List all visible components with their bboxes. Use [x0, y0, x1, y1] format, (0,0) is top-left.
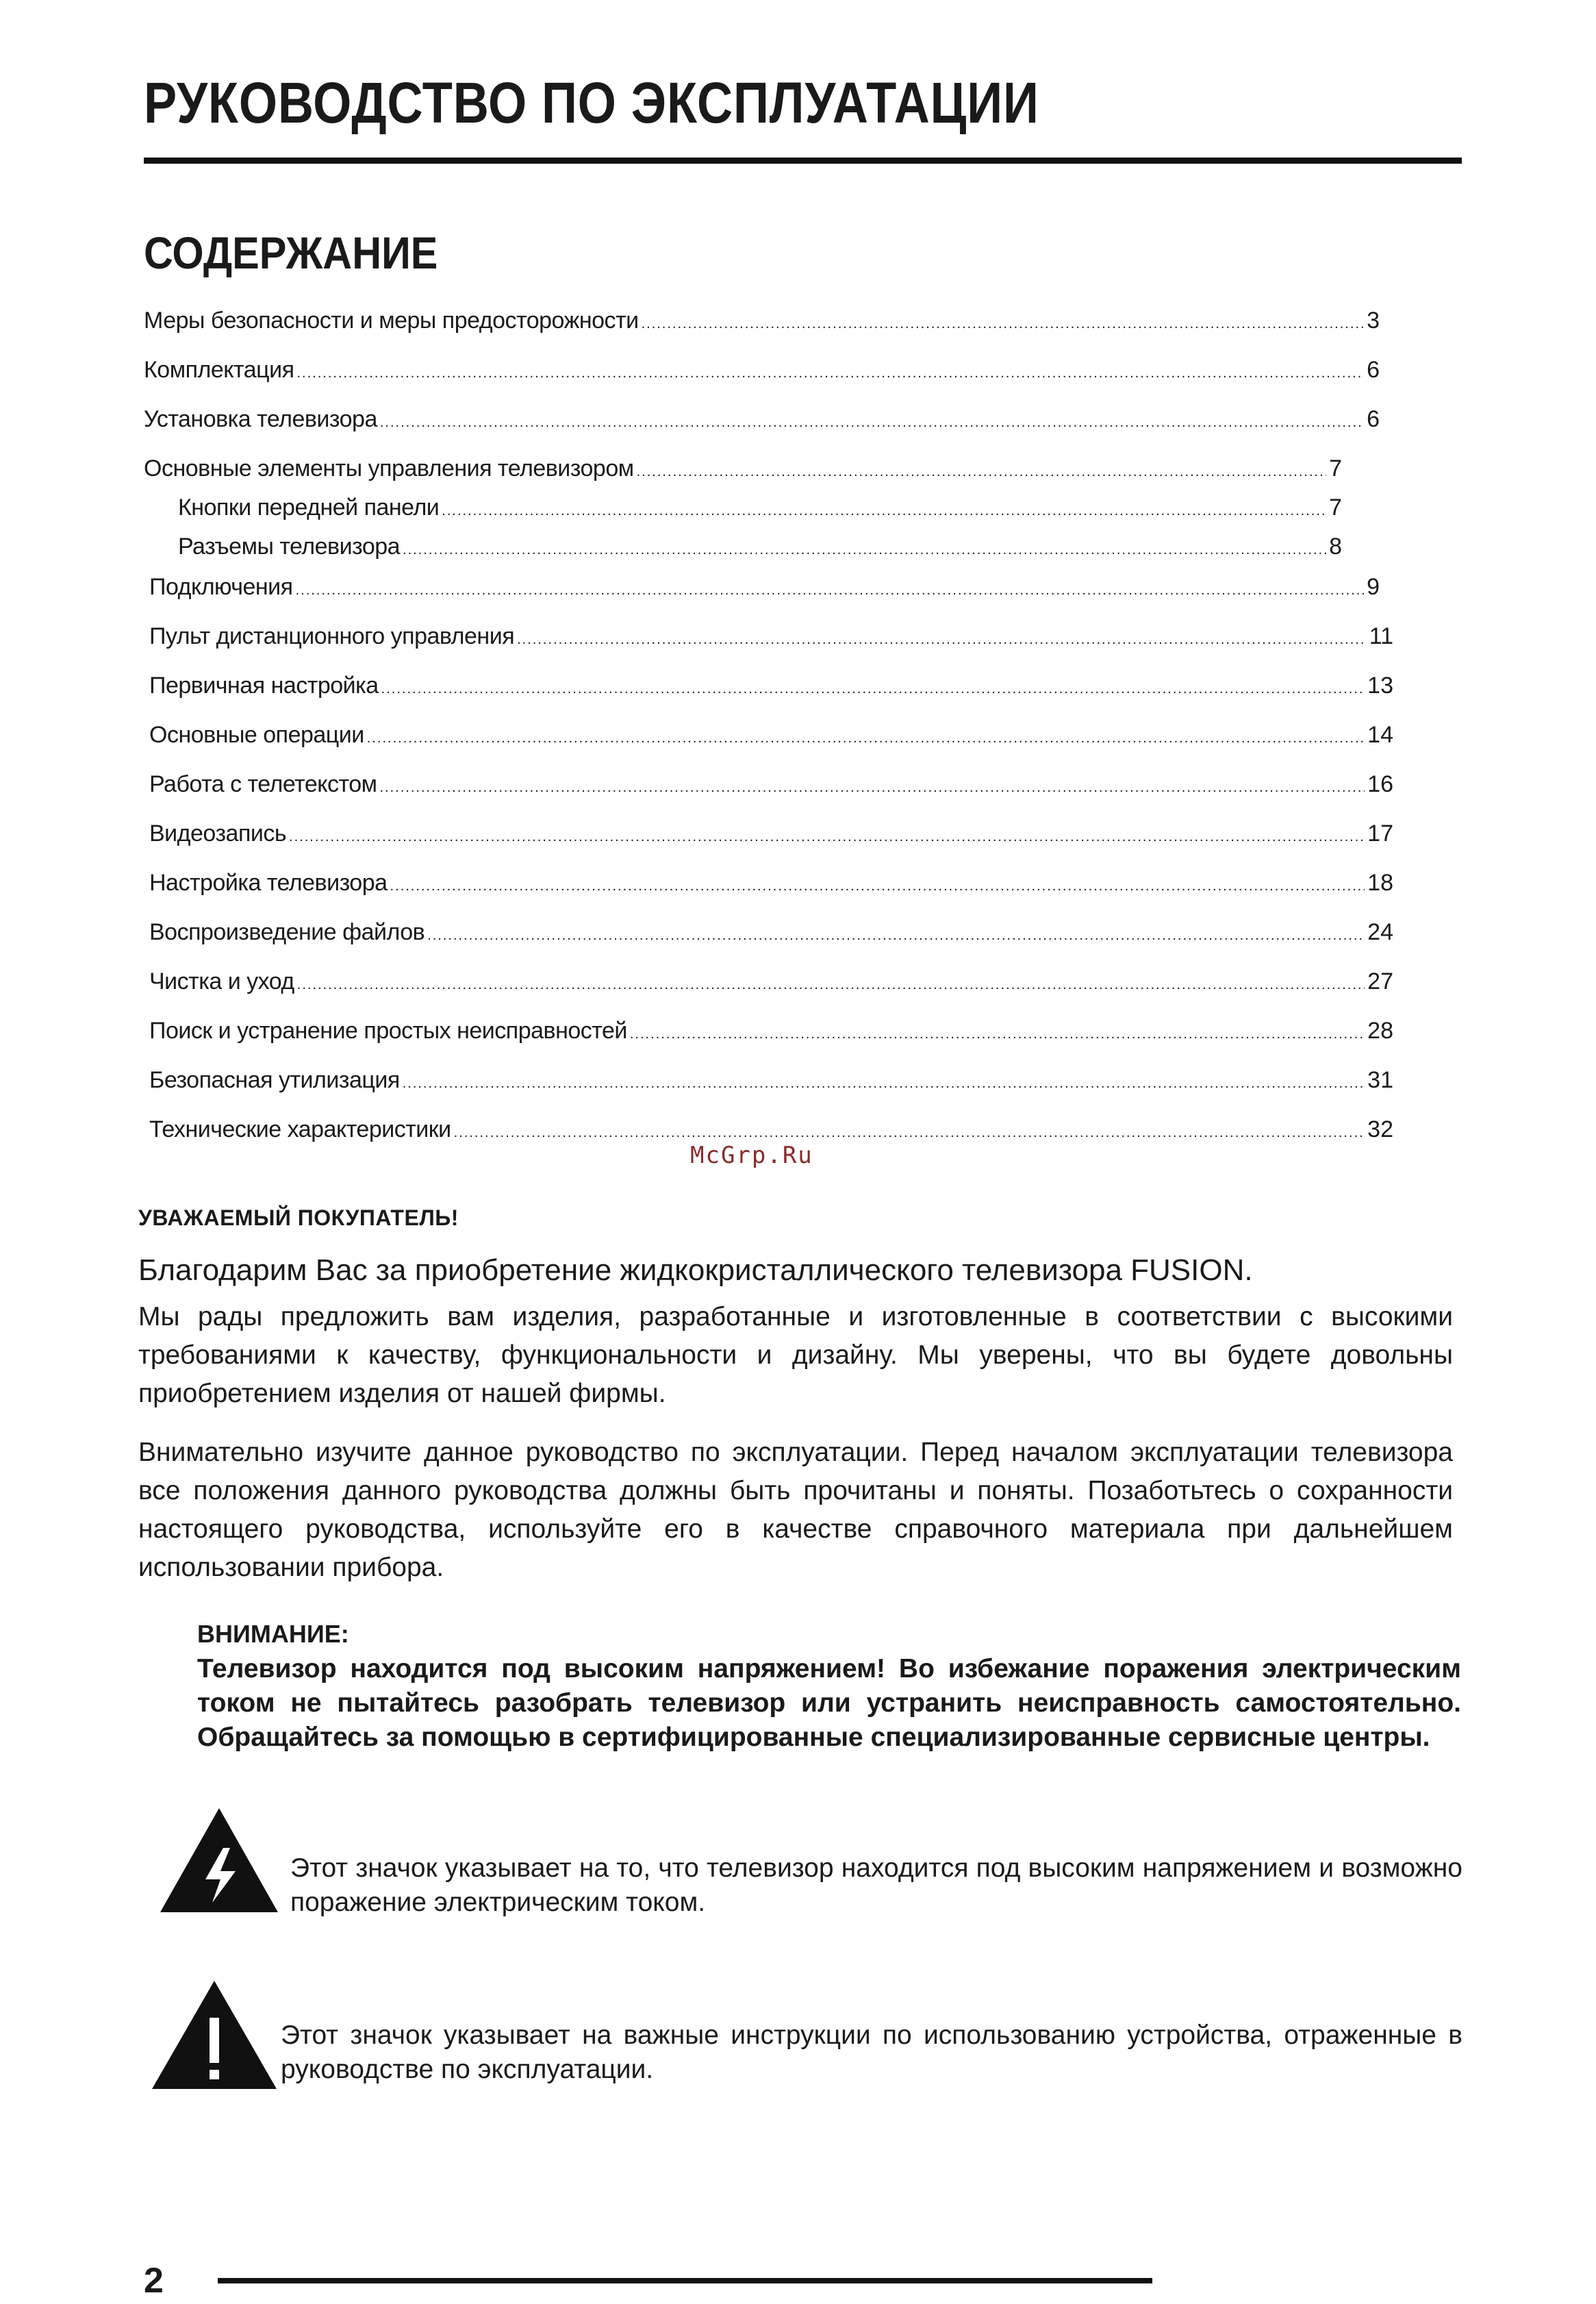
toc-entry[interactable] — [178, 530, 1342, 563]
toc-entry[interactable] — [149, 916, 1393, 949]
toc-entry-label: Воспроизведение файлов — [149, 919, 425, 945]
toc-entry[interactable] — [144, 452, 1342, 485]
toc-entry-label: Работа с телетекстом — [149, 771, 377, 797]
toc-entry-label: Основные элементы управления телевизором — [144, 455, 634, 481]
toc-entry-page: 9 — [1367, 574, 1380, 600]
toc-entry[interactable] — [149, 965, 1393, 998]
warning-title: ВНИМАНИЕ: — [197, 1620, 349, 1648]
toc-leader — [427, 919, 1365, 952]
toc-leader — [637, 455, 1326, 488]
toc-heading: СОДЕРЖАНИЕ — [144, 227, 438, 278]
toc-leader — [367, 722, 1365, 755]
toc-entry-label: Подключения — [149, 574, 293, 600]
toc-entry[interactable] — [149, 718, 1393, 751]
toc-entry-page: 31 — [1367, 1067, 1393, 1093]
toc-entry[interactable] — [144, 353, 1380, 386]
toc-leader — [442, 494, 1326, 527]
toc-leader — [296, 574, 1364, 607]
toc-entry-label: Основные операции — [149, 722, 364, 748]
toc-entry[interactable] — [149, 866, 1393, 899]
page-number: 2 — [144, 2261, 164, 2301]
toc-entry-page: 28 — [1367, 1018, 1393, 1044]
intro-paragraph: Внимательно изучите данное руководство по эксплуатации. Перед началом эксплуатации телевизора все положения данного руководства должны быть прочитаны и поняты. Позаботьтесь о сохранности настоящего руководства, используйте его в качестве справочного материала при дальнейшем использовании прибора. — [138, 1438, 1453, 1582]
toc-leader — [380, 406, 1364, 439]
toc-entry[interactable] — [149, 817, 1393, 850]
toc-entry-page: 8 — [1329, 534, 1342, 560]
toc-entry-page: 27 — [1367, 968, 1393, 994]
toc-entry-page: 32 — [1367, 1116, 1393, 1142]
toc-entry-label: Пульт дистанционного управления — [149, 623, 515, 649]
toc-leader — [297, 968, 1365, 1001]
toc-entry-label: Чистка и уход — [149, 968, 294, 994]
toc-entry-page: 7 — [1329, 455, 1342, 481]
intro-paragraph: Мы рады предложить вам изделия, разработанные и изготовленные в соответствии с высокими требованиями к качеству, функциональности и дизайну. Мы уверены, что вы будете довольны приобретением изделия от нашей фирмы. — [138, 1302, 1453, 1408]
greeting-heading: УВАЖАЕМЫЙ ПОКУПАТЕЛЬ! — [138, 1205, 459, 1230]
toc-leader — [517, 623, 1367, 656]
lead-paragraph: Благодарим Вас за приобретение жидкокристаллического телевизора FUSION. — [138, 1253, 1253, 1287]
toc-entry[interactable] — [149, 1014, 1393, 1047]
toc-entry-page: 17 — [1367, 821, 1393, 847]
toc-entry-page: 6 — [1367, 357, 1380, 383]
toc-leader — [380, 771, 1365, 804]
toc-leader — [403, 1067, 1365, 1100]
footer-divider — [218, 2278, 1152, 2283]
instructions-notice-text: Этот значок указывает на важные инструкции по использованию устройства, отраженные в руководстве по эксплуатации. — [281, 2020, 1462, 2084]
toc-entry-label: Безопасная утилизация — [149, 1067, 400, 1093]
toc-entry-page: 6 — [1367, 406, 1380, 432]
toc-entry[interactable] — [149, 768, 1393, 801]
toc-leader — [454, 1116, 1365, 1149]
toc-entry-label: Меры безопасности и меры предосторожности — [144, 308, 639, 334]
toc-entry-page: 3 — [1367, 308, 1380, 334]
toc-entry-page: 11 — [1369, 623, 1393, 649]
toc-entry-label: Поиск и устранение простых неисправностей — [149, 1018, 627, 1044]
title-divider — [144, 158, 1462, 164]
toc-leader — [296, 357, 1364, 390]
toc-entry-label: Первичная настройка — [149, 673, 379, 699]
toc-entry-page: 13 — [1367, 673, 1393, 699]
watermark: McGrp.Ru — [690, 1142, 813, 1169]
toc-entry[interactable] — [149, 1113, 1393, 1146]
toc-entry-page: 24 — [1367, 919, 1393, 945]
toc-leader — [289, 821, 1365, 853]
toc-entry-page: 14 — [1367, 722, 1393, 748]
toc-entry-label: Установка телевизора — [144, 406, 377, 432]
toc-entry-label: Кнопки передней панели — [178, 494, 440, 521]
toc-entry-page: 16 — [1367, 771, 1393, 797]
toc-entry-page: 7 — [1329, 494, 1342, 521]
toc-entry-label: Технические характеристики — [149, 1116, 451, 1142]
toc-entry-label: Разъемы телевизора — [178, 534, 401, 560]
toc-leader — [390, 870, 1365, 903]
toc-entry-label: Комплектация — [144, 357, 294, 383]
warning-text: Телевизор находится под высоким напряжением! Во избежание поражения электрическим током не пытайтесь разобрать телевизор или устранить неисправность самостоятельно. Обращайтесь за помощью в сертифицированные специализированные сервисные центры. — [197, 1654, 1461, 1752]
exclamation-warning-icon — [149, 1978, 279, 2095]
toc-leader — [403, 534, 1326, 566]
high-voltage-warning-icon — [157, 1805, 281, 1918]
toc-leader — [642, 308, 1365, 340]
toc-entry[interactable] — [144, 304, 1380, 337]
toc-entry-label: Видеозапись — [149, 821, 287, 847]
toc-entry-label: Настройка телевизора — [149, 870, 388, 896]
toc-entry[interactable] — [149, 1064, 1393, 1097]
toc-entry-page: 18 — [1367, 870, 1393, 896]
voltage-notice-text: Этот значок указывает на то, что телевизор находится под высоким напряжением и возможно поражение электрическим током. — [290, 1853, 1462, 1917]
toc-leader — [630, 1018, 1365, 1051]
toc-entry[interactable] — [149, 669, 1393, 702]
toc-entry[interactable] — [178, 491, 1342, 524]
toc-entry[interactable] — [149, 620, 1393, 653]
toc-entry[interactable] — [149, 571, 1380, 603]
toc-entry[interactable] — [144, 403, 1380, 436]
page-title: РУКОВОДСТВО ПО ЭКСПЛУАТАЦИИ — [144, 71, 1039, 135]
toc-leader — [381, 673, 1365, 705]
